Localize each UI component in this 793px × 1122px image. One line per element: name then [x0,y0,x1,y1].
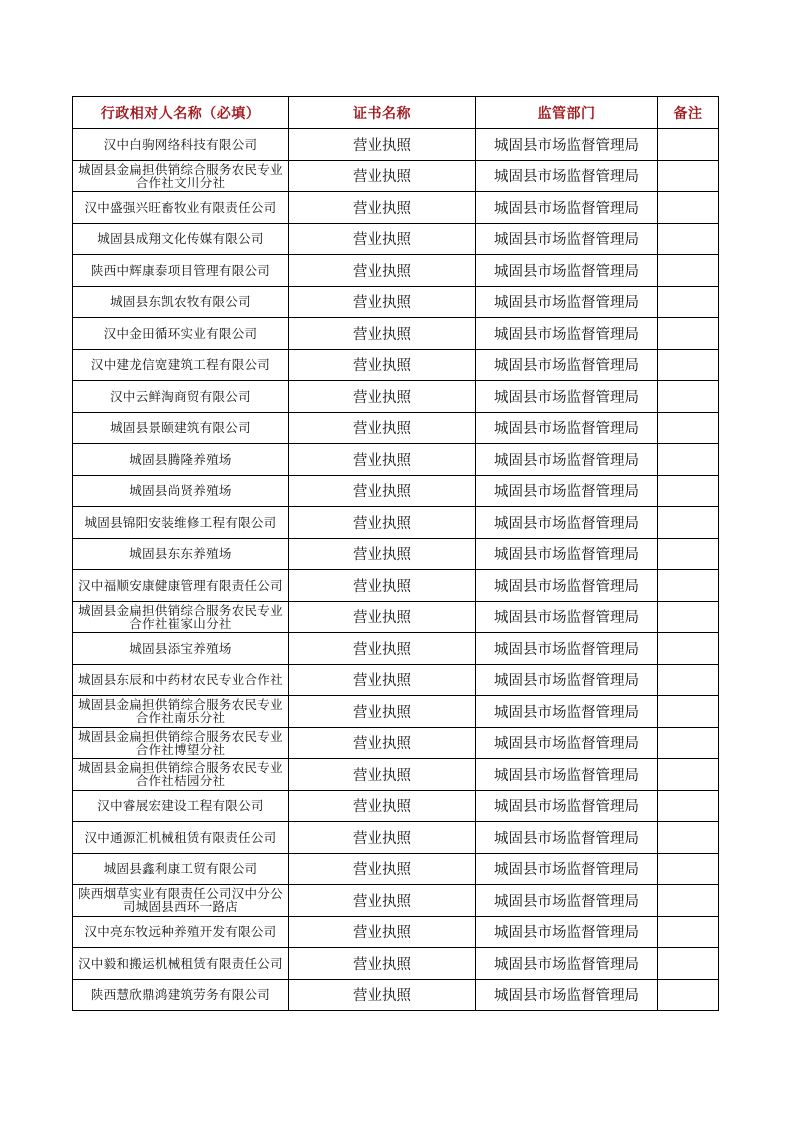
table-row [73,192,719,224]
entity-name-cell: 汉中福顺安康健康管理有限责任公司 [73,570,289,602]
certificate-name-cell: 营业执照 [289,318,476,350]
supervising-department-cell: 城固县市场监督管理局 [476,223,658,255]
table-row [73,223,719,255]
remarks-cell [658,444,719,476]
entity-name-cell: 城固县鑫利康工贸有限公司 [73,853,289,885]
table-body [73,129,719,1011]
table-row [73,444,719,476]
certificate-name-cell: 营业执照 [289,916,476,948]
remarks-cell [658,633,719,665]
certificate-name-cell: 营业执照 [289,475,476,507]
remarks-cell [658,129,719,161]
entity-name-cell: 城固县腾隆养殖场 [73,444,289,476]
supervising-department-cell: 城固县市场监督管理局 [476,286,658,318]
entity-name-cell: 城固县成翔文化传媒有限公司 [73,223,289,255]
supervising-department-cell: 城固县市场监督管理局 [476,790,658,822]
certificate-name-cell: 营业执照 [289,255,476,287]
supervising-department-cell: 城固县市场监督管理局 [476,916,658,948]
supervising-department-cell: 城固县市场监督管理局 [476,979,658,1011]
certificate-name-cell: 营业执照 [289,507,476,539]
remarks-cell [658,790,719,822]
entity-name-cell: 城固县东东养殖场 [73,538,289,570]
certificate-name-cell: 营业执照 [289,790,476,822]
entity-name-cell: 陕西烟草实业有限责任公司汉中分公司城固县西环一路店 [73,885,289,917]
table-row [73,696,719,728]
remarks-cell [658,160,719,192]
header-row [73,97,719,129]
table-row [73,979,719,1011]
certificate-name-cell: 营业执照 [289,948,476,980]
remarks-cell [658,318,719,350]
remarks-cell [658,979,719,1011]
supervising-department-cell: 城固县市场监督管理局 [476,664,658,696]
remarks-cell [658,192,719,224]
remarks-cell [658,664,719,696]
remarks-cell [658,696,719,728]
entity-name-cell: 汉中毅和搬运机械租赁有限责任公司 [73,948,289,980]
certificate-name-cell: 营业执照 [289,696,476,728]
certificate-name-cell: 营业执照 [289,633,476,665]
supervising-department-cell: 城固县市场监督管理局 [476,853,658,885]
supervising-department-cell: 城固县市场监督管理局 [476,633,658,665]
certificate-name-cell: 营业执照 [289,160,476,192]
certificate-name-cell: 营业执照 [289,349,476,381]
supervising-department-cell: 城固县市场监督管理局 [476,601,658,633]
entity-name-cell: 汉中白驹网络科技有限公司 [73,129,289,161]
certificate-name-cell: 营业执照 [289,286,476,318]
table-row [73,885,719,917]
table-row [73,570,719,602]
table-row [73,412,719,444]
supervising-department-cell: 城固县市场监督管理局 [476,255,658,287]
remarks-cell [658,601,719,633]
supervising-department-cell: 城固县市场监督管理局 [476,160,658,192]
table-row [73,255,719,287]
table-row [73,507,719,539]
remarks-cell [658,349,719,381]
certificate-name-cell: 营业执照 [289,129,476,161]
entity-name-cell: 汉中建龙信宽建筑工程有限公司 [73,349,289,381]
certificate-name-cell: 营业执照 [289,853,476,885]
table-row [73,601,719,633]
certificate-name-cell: 营业执照 [289,223,476,255]
entity-name-cell: 城固县金扁担供销综合服务农民专业合作社博望分社 [73,727,289,759]
remarks-cell [658,223,719,255]
remarks-cell [658,507,719,539]
certificate-name-cell: 营业执照 [289,664,476,696]
table-row [73,286,719,318]
supervising-department-cell: 城固县市场监督管理局 [476,538,658,570]
table-header [73,97,719,129]
certificate-name-cell: 营业执照 [289,192,476,224]
entity-name-cell: 城固县锦阳安装维修工程有限公司 [73,507,289,539]
remarks-cell [658,570,719,602]
certificate-name-cell: 营业执照 [289,570,476,602]
certificate-name-cell: 营业执照 [289,822,476,854]
supervising-department-cell: 城固县市场监督管理局 [476,381,658,413]
remarks-cell [658,948,719,980]
table-row [73,160,719,192]
remarks-cell [658,916,719,948]
certificate-name-cell: 营业执照 [289,759,476,791]
entity-name-cell: 城固县金扁担供销综合服务农民专业合作社桔园分社 [73,759,289,791]
supervising-department-cell: 城固县市场监督管理局 [476,570,658,602]
supervising-department-cell: 城固县市场监督管理局 [476,759,658,791]
remarks-cell [658,412,719,444]
entity-name-cell: 城固县东凯农牧有限公司 [73,286,289,318]
table-row [73,633,719,665]
supervising-department-cell: 城固县市场监督管理局 [476,318,658,350]
certificate-name-cell: 营业执照 [289,885,476,917]
supervising-department-cell: 城固县市场监督管理局 [476,475,658,507]
entity-name-cell: 城固县金扁担供销综合服务农民专业合作社南乐分社 [73,696,289,728]
entity-name-cell: 城固县添宝养殖场 [73,633,289,665]
supervising-department-cell: 城固县市场监督管理局 [476,507,658,539]
certificate-name-cell: 营业执照 [289,979,476,1011]
remarks-cell [658,381,719,413]
table-row [73,475,719,507]
table-row [73,822,719,854]
entity-name-cell: 城固县东辰和中药材农民专业合作社 [73,664,289,696]
table-row [73,349,719,381]
supervising-department-cell: 城固县市场监督管理局 [476,948,658,980]
entity-name-cell: 汉中金田循环实业有限公司 [73,318,289,350]
supervising-department-cell: 城固县市场监督管理局 [476,444,658,476]
table-row [73,381,719,413]
certificate-name-cell: 营业执照 [289,727,476,759]
remarks-cell [658,286,719,318]
entity-name-cell: 汉中云鲜淘商贸有限公司 [73,381,289,413]
entity-name-cell: 城固县景颐建筑有限公司 [73,412,289,444]
entity-name-cell: 汉中通源汇机械租赁有限责任公司 [73,822,289,854]
supervising-department-cell: 城固县市场监督管理局 [476,822,658,854]
table-row [73,853,719,885]
supervising-department-cell: 城固县市场监督管理局 [476,412,658,444]
table-row [73,790,719,822]
header-remarks: 备注 [658,97,719,129]
license-table [72,96,719,1011]
remarks-cell [658,727,719,759]
remarks-cell [658,475,719,507]
certificate-name-cell: 营业执照 [289,538,476,570]
entity-name-cell: 城固县金扁担供销综合服务农民专业合作社崔家山分社 [73,601,289,633]
header-supervising-department: 监管部门 [476,97,658,129]
certificate-name-cell: 营业执照 [289,412,476,444]
header-certificate-name: 证书名称 [289,97,476,129]
entity-name-cell: 陕西慧欣鼎鸿建筑劳务有限公司 [73,979,289,1011]
table-row [73,538,719,570]
remarks-cell [658,853,719,885]
entity-name-cell: 城固县尚贤养殖场 [73,475,289,507]
entity-name-cell: 汉中亮东牧远种养殖开发有限公司 [73,916,289,948]
certificate-name-cell: 营业执照 [289,444,476,476]
table-row [73,727,719,759]
entity-name-cell: 汉中盛强兴旺畜牧业有限责任公司 [73,192,289,224]
certificate-name-cell: 营业执照 [289,601,476,633]
remarks-cell [658,885,719,917]
table-row [73,916,719,948]
table-row [73,948,719,980]
supervising-department-cell: 城固县市场监督管理局 [476,885,658,917]
supervising-department-cell: 城固县市场监督管理局 [476,349,658,381]
registry-sheet [72,96,718,1011]
supervising-department-cell: 城固县市场监督管理局 [476,129,658,161]
entity-name-cell: 陕西中辉康泰项目管理有限公司 [73,255,289,287]
remarks-cell [658,822,719,854]
supervising-department-cell: 城固县市场监督管理局 [476,192,658,224]
table-row [73,664,719,696]
remarks-cell [658,538,719,570]
supervising-department-cell: 城固县市场监督管理局 [476,696,658,728]
table-row [73,129,719,161]
table-row [73,759,719,791]
remarks-cell [658,255,719,287]
certificate-name-cell: 营业执照 [289,381,476,413]
table-row [73,318,719,350]
remarks-cell [658,759,719,791]
entity-name-cell: 汉中睿展宏建设工程有限公司 [73,790,289,822]
header-entity-name: 行政相对人名称（必填） [73,97,289,129]
entity-name-cell: 城固县金扁担供销综合服务农民专业合作社文川分社 [73,160,289,192]
supervising-department-cell: 城固县市场监督管理局 [476,727,658,759]
